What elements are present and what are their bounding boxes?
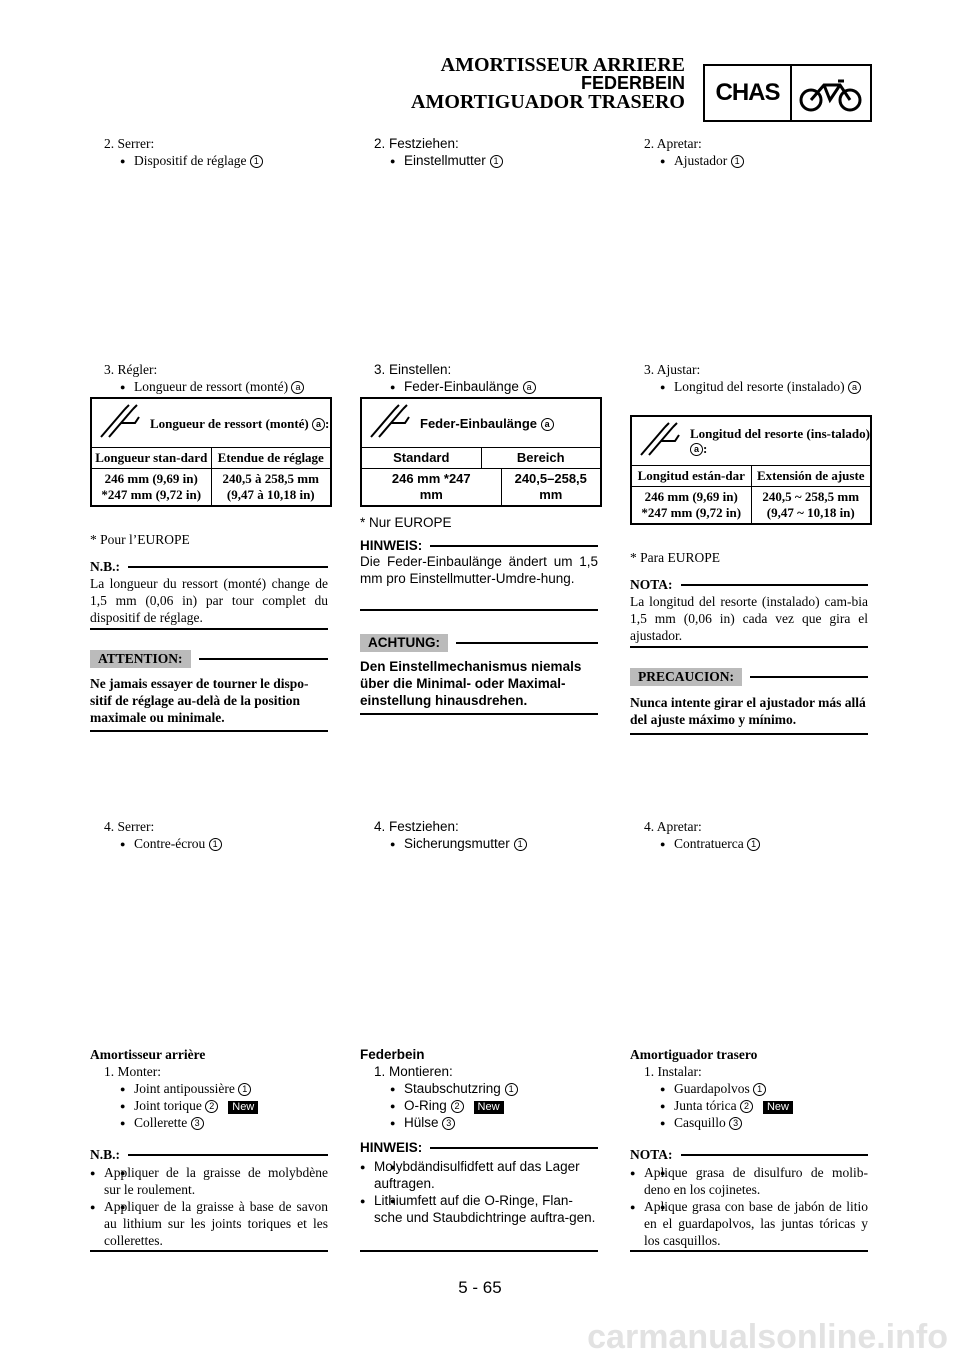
step-item: ● Staubschutzring 1 (360, 1080, 598, 1097)
es-nb-heading: NOTA: (630, 577, 868, 593)
de-step3 (360, 361, 598, 395)
section-title: Federbein (360, 1047, 425, 1062)
divider (90, 730, 328, 732)
spec-header-range: Extensión de ajuste (751, 466, 871, 486)
divider (630, 733, 868, 735)
watermark: carmanualsonline.info (587, 1318, 948, 1356)
de-warning-text: Den Einstellmechanismus niemals über die Minimal- oder Maximal-einstellung hinausdrehen. (360, 659, 582, 708)
step-title: 3. Ajustar: (644, 362, 701, 377)
caliper-icon (632, 417, 686, 465)
spec-value-standard: 246 mm (9,69 in) *247 mm (9,72 in) (641, 489, 742, 520)
de-nb-text: Die Feder-Einbaulänge ändert um 1,5 mm pro Einstellmutter-Umdre-hung. (360, 554, 598, 586)
step-item: ● Einstellmutter 1 (360, 152, 598, 169)
section-title: Amortisseur arrière (90, 1047, 206, 1062)
step-title: 4. Festziehen: (374, 819, 459, 834)
spec-header-range: Etendue de réglage (211, 448, 331, 468)
step-item: ● Longitud del resorte (instalado) a (630, 378, 868, 395)
step-item: ● Ajustador 1 (630, 152, 868, 169)
note-item: ● ● Aplique grasa de disulfuro de molib-deno en los cojinetes. (630, 1164, 868, 1198)
es-warning-heading: PRECAUCION: (630, 668, 868, 686)
spec-value-standard: 246 mm (9,69 in) *247 mm (9,72 in) (101, 471, 202, 502)
note-item: ● ● Aplique grasa con base de jabón de litio en el guardapolvos, las juntas tóricas y los casquillos. (630, 1198, 868, 1249)
step-item: ● Joint torique 2 New (90, 1097, 328, 1114)
step-item: ● Collerette 3 (90, 1114, 328, 1131)
step-title: 4. Apretar: (644, 819, 702, 834)
step-item: ● Joint antipoussière 1 (90, 1080, 328, 1097)
step-item: ● Hülse 3 (360, 1114, 598, 1131)
es-spec-table (630, 415, 872, 525)
step-item: ● Junta tórica 2 New (630, 1097, 868, 1114)
de-warning-heading: ACHTUNG: (360, 634, 598, 652)
note-item: ● ● Lithiumfett auf die O-Ringe, Flan-sche und Staubdichtringe auftra-gen. (360, 1192, 598, 1226)
fr-warning-text: Ne jamais essayer de tourner le dispo-sitif de réglage au-delà de la position maximale ou minimale. (90, 676, 309, 725)
divider (90, 628, 328, 630)
caliper-icon (92, 399, 146, 447)
header-title-es: AMORTIGUADOR TRASERO (411, 91, 685, 113)
es-step2 (630, 135, 868, 169)
step-title: 1. Instalar: (644, 1064, 702, 1079)
note-item: ● ● Appliquer de la graisse à base de savon au lithium sur les joints toriques et les collerettes. (90, 1198, 328, 1249)
es-step4 (630, 818, 868, 852)
step-item: ● Dispositif de réglage 1 (90, 152, 328, 169)
divider (90, 1250, 328, 1252)
fr-nb-heading: N.B.: (90, 559, 328, 575)
step-item: ● Sicherungsmutter 1 (360, 835, 598, 852)
step-title: 4. Serrer: (104, 819, 155, 834)
step-title: 1. Montieren: (374, 1064, 453, 1079)
step-title: 3. Régler: (104, 362, 158, 377)
spec-header-standard: Standard (393, 450, 450, 465)
step-item: ● Casquillo 3 (630, 1114, 868, 1131)
es-footnote: * Para EUROPE (630, 550, 720, 565)
callout-1: 1 (250, 155, 263, 168)
de-install-section (360, 1046, 598, 1131)
de-footnote: * Nur EUROPE (360, 515, 452, 530)
fr-step4 (90, 818, 328, 852)
fr-step2 (90, 135, 328, 169)
step-title: 1. Monter: (104, 1064, 161, 1079)
step-title: 2. Serrer: (104, 136, 155, 151)
motorcycle-icon (792, 66, 870, 120)
callout-a: a (291, 381, 304, 394)
es-nb-text: La longitud del resorte (instalado) cam-bia 1,5 mm (0,06 in) cada vez que gira el ajustador. (630, 594, 868, 643)
step-item: ● Feder-Einbaulänge a (360, 378, 598, 395)
divider (630, 646, 868, 648)
de-nb-heading: HINWEIS: (360, 538, 598, 553)
badge-text: CHAS (705, 66, 790, 120)
section-badge (703, 64, 872, 122)
note-item: ● ● Appliquer de la graisse de molybdène sur le roulement. (90, 1164, 328, 1198)
section-title: Amortiguador trasero (630, 1047, 758, 1062)
page-number: 5 - 65 (458, 1278, 502, 1297)
es-nb2-list (630, 1164, 868, 1249)
fr-nb-text: La longueur du ressort (monté) change de 1,5 mm (0,06 in) par tour complet du dispositif de réglage. (90, 576, 328, 625)
de-step2 (360, 135, 598, 169)
spec-title: Longueur de ressort (monté) a : (150, 415, 330, 431)
spec-value-range: 240,5 ~ 258,5 mm (9,47 ~ 10,18 in) (751, 487, 871, 523)
de-nb2-heading: HINWEIS: (360, 1140, 598, 1155)
step-item: ● Guardapolvos 1 (630, 1080, 868, 1097)
note-item: ● ● Molybdändisulfidfett auf das Lager auftragen. (360, 1158, 598, 1192)
de-nb2-list (360, 1158, 598, 1226)
step-item: ● Contre-écrou 1 (90, 835, 328, 852)
divider (630, 1250, 868, 1252)
spec-value-range: 240,5 à 258,5 mm (9,47 à 10,18 in) (211, 469, 331, 505)
step-title: 2. Festziehen: (374, 136, 459, 151)
es-install-section (630, 1046, 868, 1131)
fr-footnote: * Pour l’EUROPE (90, 532, 190, 547)
divider (360, 609, 598, 611)
spec-header-standard: Longitud están-dar (637, 468, 745, 483)
fr-nb2-heading: N.B.: (90, 1147, 328, 1163)
divider (360, 1250, 598, 1252)
spec-value-standard: 246 mm *247 mm (391, 471, 471, 502)
step-item: ● Longueur de ressort (monté) a (90, 378, 328, 395)
spec-title: Feder-Einbaulänge a (416, 399, 600, 447)
spec-value-range: 240,5–258,5 mm (501, 469, 601, 505)
new-badge: New (474, 1101, 504, 1114)
fr-step3 (90, 361, 328, 395)
new-badge: New (228, 1101, 258, 1114)
step-title: 3. Einstellen: (374, 362, 452, 377)
header-title-fr: AMORTISSEUR ARRIERE (440, 54, 685, 76)
fr-spec-table (90, 397, 332, 507)
step-title: 2. Apretar: (644, 136, 702, 151)
fr-warning-heading: ATTENTION: (90, 650, 328, 668)
divider (360, 713, 598, 715)
de-spec-table (360, 397, 602, 507)
de-step4 (360, 818, 598, 852)
caliper-icon (362, 399, 416, 447)
step-item: ● Contratuerca 1 (630, 835, 868, 852)
spec-title: Longitud del resorte (ins-talado) a : (690, 426, 870, 456)
es-warning-text: Nunca intente girar el ajustador más allá del ajuste máximo y mínimo. (630, 695, 866, 727)
es-step3 (630, 361, 868, 395)
spec-header-standard: Longueur stan-dard (95, 450, 208, 465)
step-item: ● O-Ring 2 New (360, 1097, 598, 1114)
header-title-de: FEDERBEIN (580, 73, 685, 93)
new-badge: New (763, 1101, 793, 1114)
spec-header-range: Bereich (481, 448, 601, 468)
fr-nb2-list (90, 1164, 328, 1249)
es-nb2-heading: NOTA: (630, 1147, 868, 1163)
fr-install-section (90, 1046, 328, 1131)
